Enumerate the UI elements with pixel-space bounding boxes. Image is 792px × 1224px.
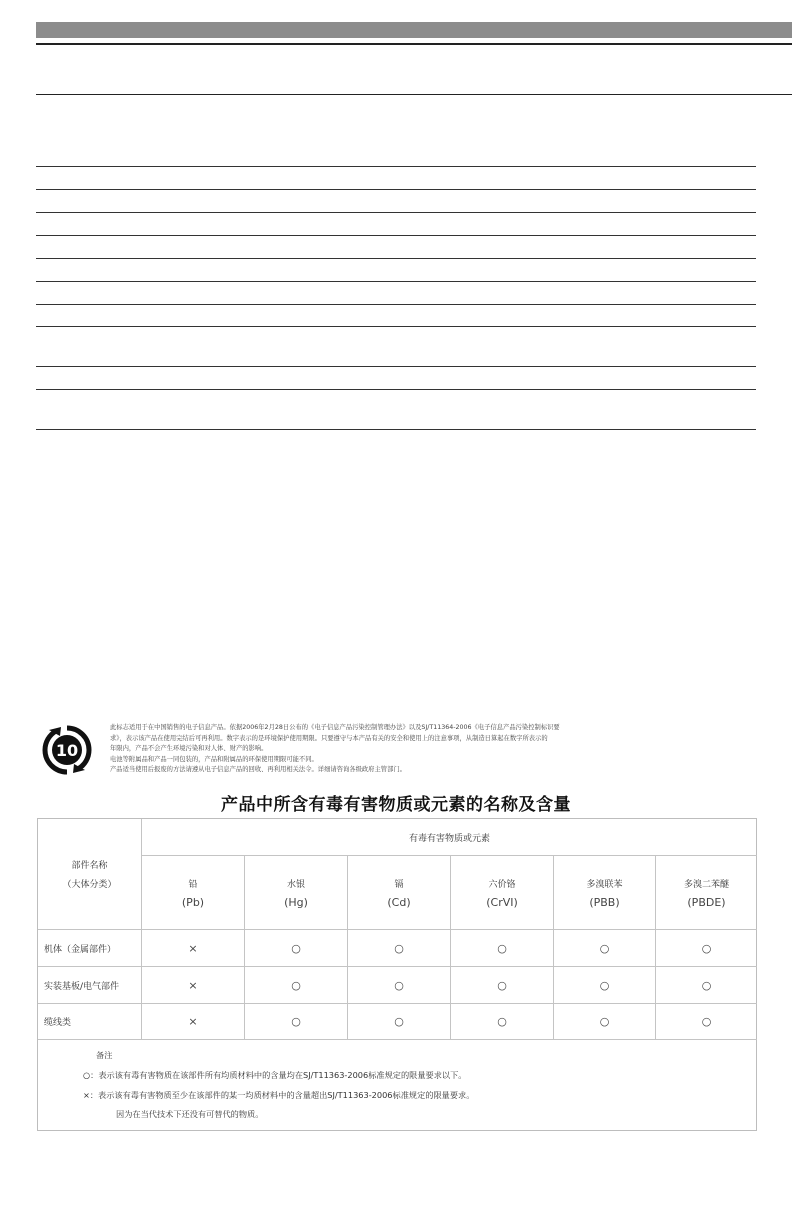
table-cell: ○ — [245, 967, 348, 1004]
epup-logo — [40, 723, 94, 777]
intro-line: 年限内，产品不会产生环境污染和对人体、财产的影响。 — [110, 745, 268, 753]
table-cell: ○ — [348, 1004, 451, 1040]
header-bar — [36, 22, 792, 38]
part-header: 部件名称 — [71, 861, 108, 871]
column-symbol: (Cd) — [387, 895, 411, 909]
column-name: 铅 — [188, 879, 198, 890]
column-name: 多溴二苯醚 — [683, 879, 729, 890]
table-rule — [36, 389, 756, 390]
table-rule — [36, 212, 756, 213]
row-part-label: 实装基板/电气部件 — [38, 967, 142, 1004]
table-rule — [36, 166, 756, 167]
column-symbol: (PBB) — [589, 895, 620, 909]
notes-heading: 备注 — [96, 1050, 113, 1060]
column-name: 多溴联苯 — [586, 879, 623, 890]
group-header-cell — [142, 819, 757, 856]
section-divider — [36, 94, 792, 95]
table-rule — [36, 189, 756, 190]
table-rule — [36, 258, 756, 259]
table-cell: ○ — [348, 930, 451, 967]
column-header-pbde — [656, 856, 757, 930]
note-reason: 因为在当代技术下还没有可替代的物质。 — [116, 1109, 264, 1119]
part-header-sub: （大体分类） — [62, 880, 117, 890]
row-part-label: 机体（金属部件） — [38, 930, 142, 967]
column-name: 镉 — [394, 879, 404, 890]
table-rule — [36, 326, 756, 327]
table-notes — [38, 1040, 756, 1130]
column-header-pbb — [554, 856, 656, 930]
table-cell: ○ — [245, 1004, 348, 1040]
table-cell: × — [142, 1004, 245, 1040]
column-symbol: (PBDE) — [687, 895, 726, 909]
table-rule — [36, 235, 756, 236]
table-cell: × — [142, 930, 245, 967]
hazardous-substances-table — [37, 818, 757, 1131]
table-cell: ○ — [554, 930, 656, 967]
table-cell: ○ — [451, 1004, 554, 1040]
column-symbol: (Pb) — [181, 895, 205, 909]
column-header-hg — [245, 856, 348, 930]
table-rule — [36, 366, 756, 367]
rohs-title: 产品中所含有毒有害物质或元素的名称及含量 — [221, 795, 571, 815]
table-cell: ○ — [656, 930, 757, 967]
table-cell: ○ — [656, 967, 757, 1004]
table-cell: ○ — [451, 967, 554, 1004]
epup-10-years-icon — [40, 723, 94, 777]
table-rule — [36, 304, 756, 305]
column-name: 水银 — [286, 879, 305, 890]
table-cell: ○ — [554, 967, 656, 1004]
column-header-pb — [142, 856, 245, 930]
note-cross: ×：表示该有毒有害物质至少在该部件的某一均质材料中的含量超出SJ/T11363-2006标准规定的限量要求。 — [83, 1090, 475, 1100]
intro-line: 电池等附属品和产品一同包装的，产品和附属品的环保使用期限可能不同。 — [110, 755, 318, 763]
intro-line: 此标志适用于在中国销售的电子信息产品。依据2006年2月28日公布的《电子信息产品污染控制管理办法》以及SJ/T11364-2006《电子信息产品污染控制标识要 — [110, 724, 560, 731]
table-cell: × — [142, 967, 245, 1004]
table-cell: ○ — [245, 930, 348, 967]
column-symbol: (Hg) — [284, 895, 308, 909]
intro-line: 产品适当使用后报废的方法请遵从电子信息产品的回收、再利用相关法令。详细请咨询各级政府主管部门。 — [110, 766, 406, 774]
column-name: 六价铬 — [488, 879, 516, 890]
table-cell: ○ — [554, 1004, 656, 1040]
table-cell: ○ — [656, 1004, 757, 1040]
column-header-cd — [348, 856, 451, 930]
intro-line: 求》，表示该产品在使用完结后可再利用。数字表示的是环境保护使用期限。只要遵守与本产品有关的安全和使用上的注意事项，从制造日算起在数字所表示的 — [110, 734, 548, 742]
table-rule — [36, 281, 756, 282]
note-circle: ○：表示该有毒有害物质在该部件所有均质材料中的含量均在SJ/T11363-2006标准规定的限量要求以下。 — [83, 1070, 467, 1080]
row-part-label: 缆线类 — [38, 1004, 142, 1040]
header-divider — [36, 43, 792, 45]
table-cell: ○ — [451, 930, 554, 967]
group-header: 有毒有害物质或元素 — [408, 833, 490, 844]
table-cell: ○ — [348, 967, 451, 1004]
column-header-crvi — [451, 856, 554, 930]
epup-logo-number: 10 — [55, 741, 79, 760]
rohs-intro — [110, 723, 760, 776]
table-rule — [36, 429, 756, 430]
part-header-cell — [38, 819, 142, 930]
column-symbol: (CrVI) — [486, 895, 518, 909]
